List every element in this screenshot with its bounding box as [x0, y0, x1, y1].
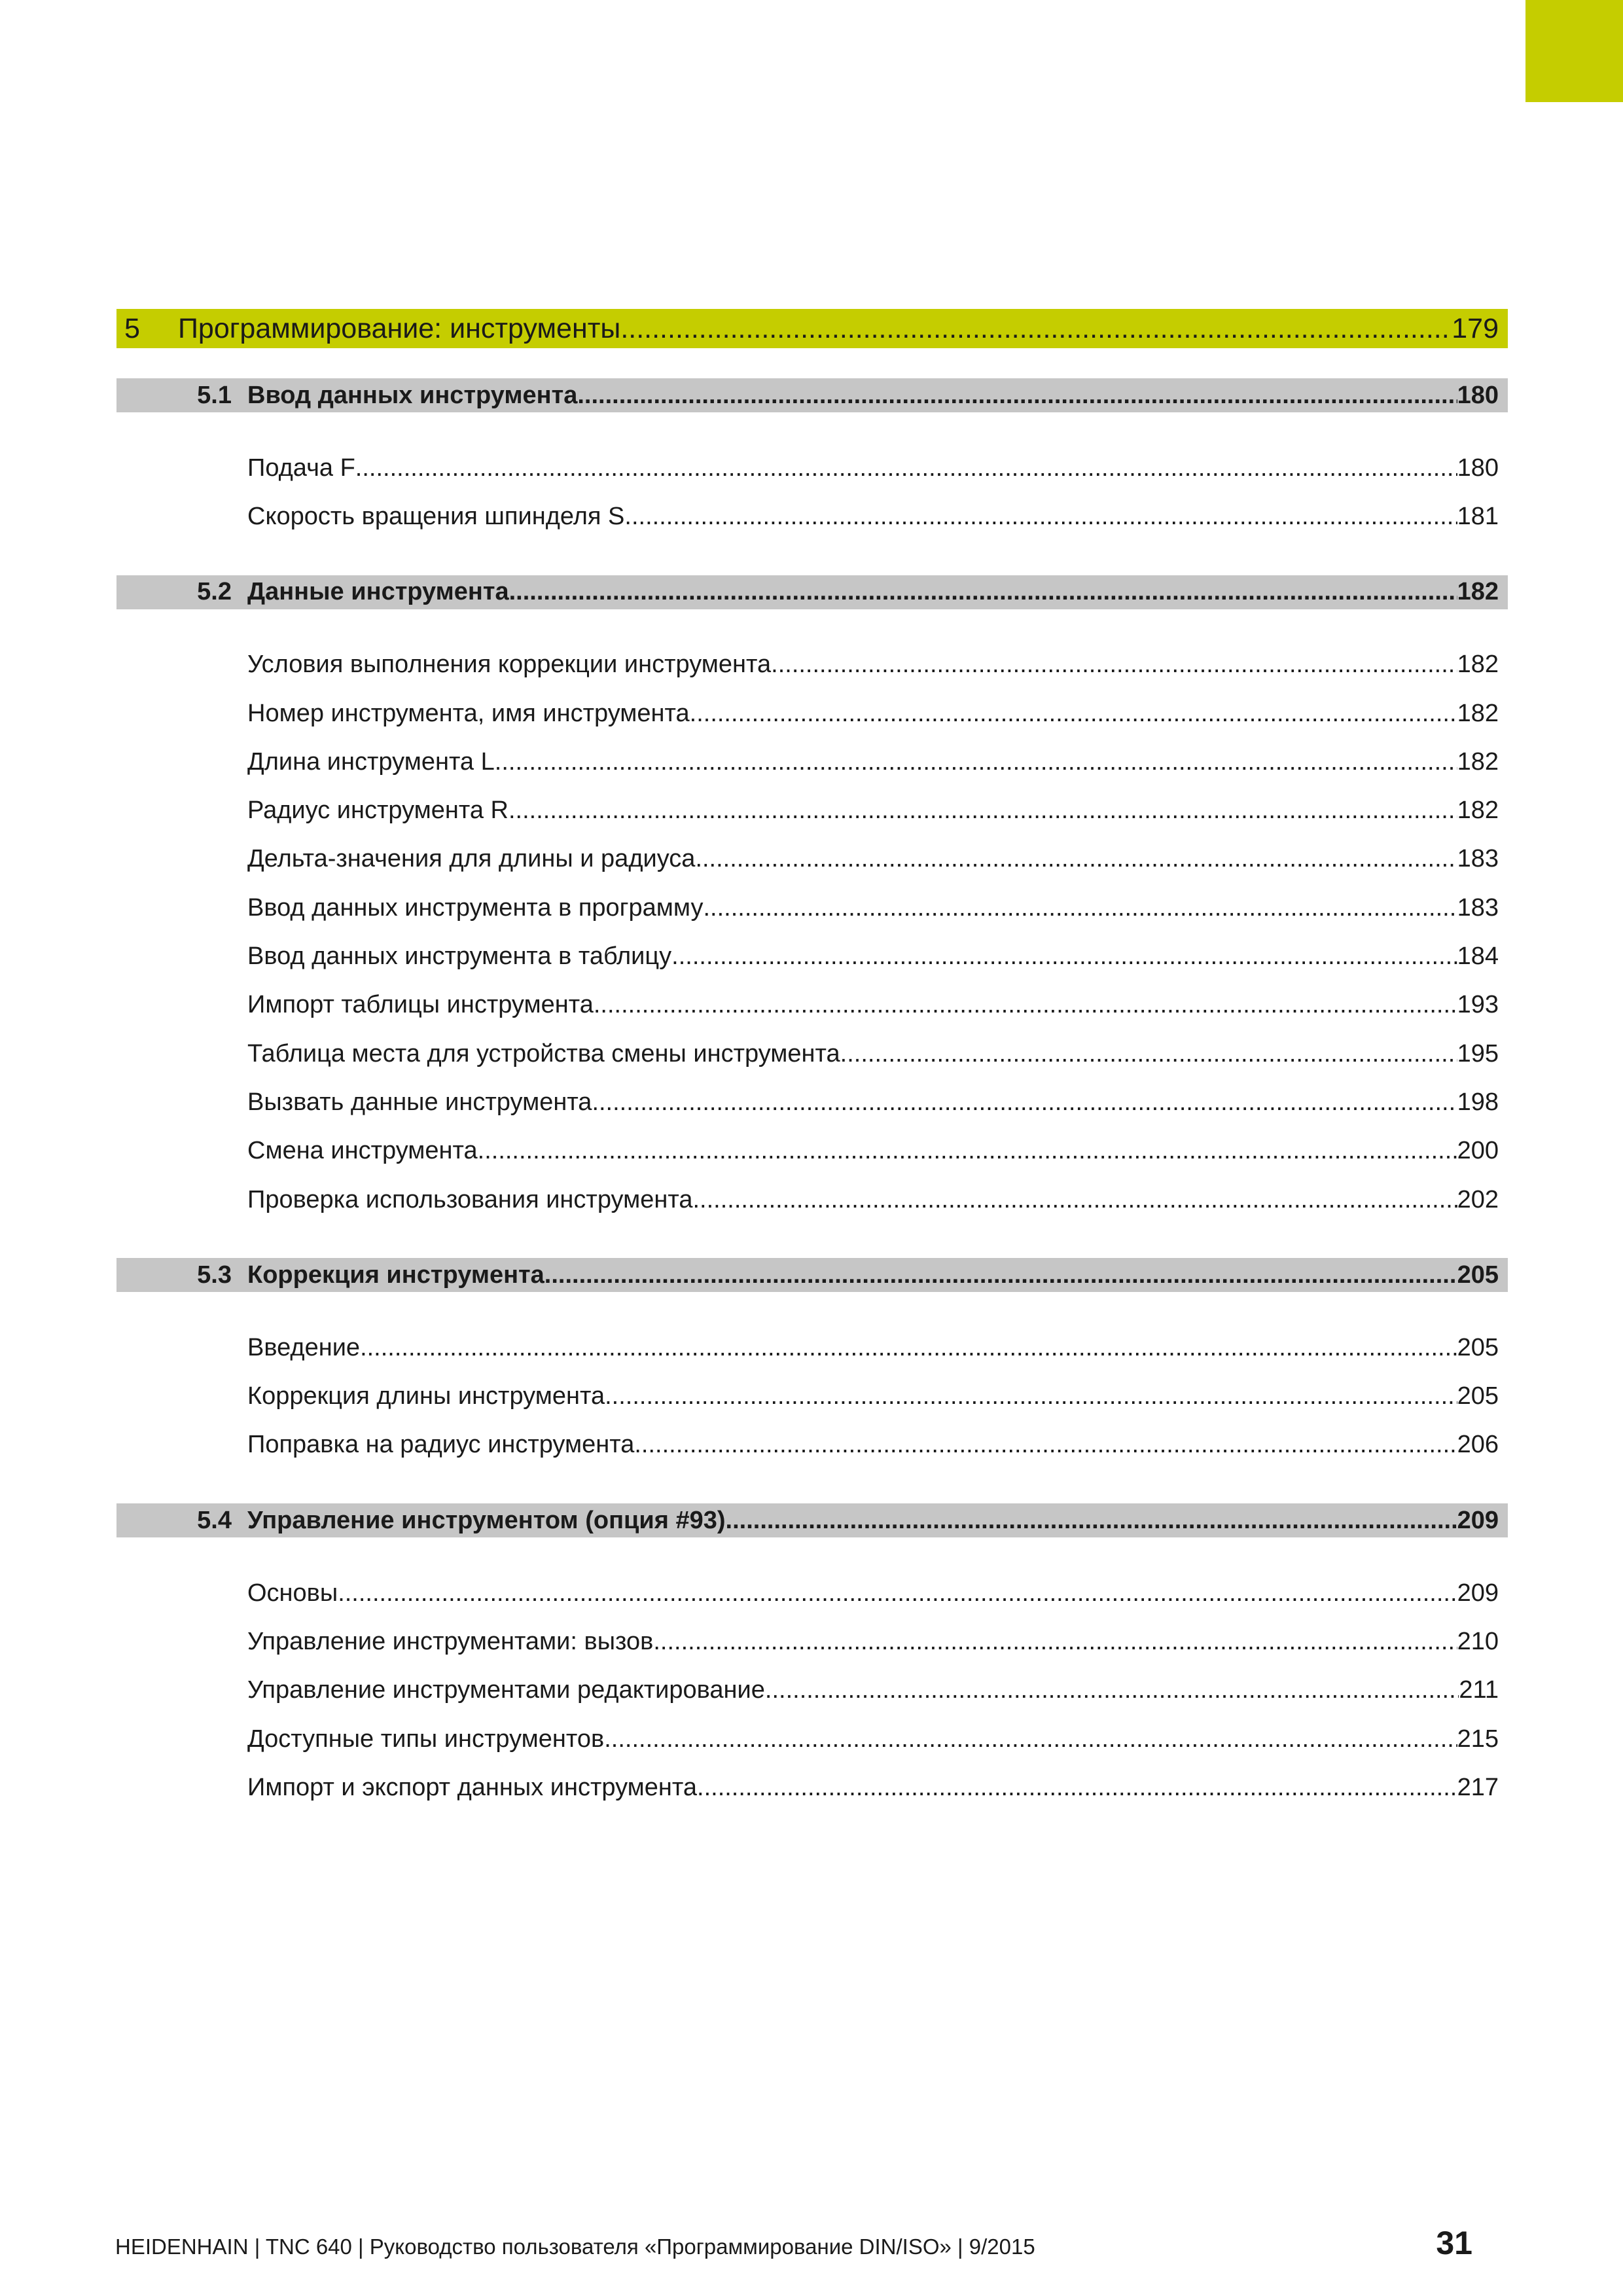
entry-leader	[247, 1431, 1508, 1459]
entry-leader	[247, 1579, 1508, 1607]
entry-title: Дельта-значения для длины и радиуса	[247, 845, 696, 873]
entry-page: 182	[1457, 699, 1499, 727]
dot-leader	[604, 1725, 1457, 1753]
entry-page: 210	[1457, 1627, 1499, 1655]
dot-leader	[771, 651, 1457, 679]
chapter-tab-marker	[1525, 0, 1623, 102]
dot-leader	[495, 748, 1457, 776]
dot-leader	[624, 503, 1457, 531]
toc-entry[interactable]	[116, 1078, 1508, 1126]
toc-entry[interactable]	[116, 1715, 1508, 1763]
section-number: 5.1	[197, 381, 232, 409]
section-page: 180	[1457, 381, 1499, 409]
section-title: Коррекция инструмента	[247, 1261, 544, 1289]
entry-leader	[247, 991, 1508, 1019]
toc-entry[interactable]	[116, 1666, 1508, 1715]
entry-list	[116, 609, 1508, 1225]
entry-leader	[247, 894, 1508, 922]
entry-page: 182	[1457, 651, 1499, 679]
entry-leader	[247, 1628, 1508, 1656]
section-heading[interactable]	[116, 378, 1508, 412]
entry-page: 206	[1457, 1431, 1499, 1459]
dot-leader	[653, 1628, 1457, 1656]
dot-leader	[508, 797, 1457, 825]
entry-title: Ввод данных инструмента в таблицу	[247, 942, 672, 971]
entry-title: Условия выполнения коррекции инструмента	[247, 651, 772, 679]
dot-leader	[360, 1334, 1457, 1362]
entry-title: Управление инструментами: вызов	[247, 1627, 654, 1655]
dot-leader	[592, 1088, 1457, 1117]
entry-title: Импорт и экспорт данных инструмента	[247, 1773, 698, 1801]
chapter-number: 5	[124, 312, 140, 344]
section-leader	[247, 1507, 1508, 1535]
toc-entry[interactable]	[116, 738, 1508, 786]
entry-page: 182	[1457, 797, 1499, 825]
entry-leader	[247, 1334, 1508, 1362]
toc-entry[interactable]	[116, 786, 1508, 834]
entry-list	[116, 1537, 1508, 1812]
section-page: 182	[1457, 578, 1499, 606]
toc-entry[interactable]	[116, 835, 1508, 884]
dot-leader	[577, 382, 1457, 410]
toc-entry[interactable]	[116, 1030, 1508, 1078]
section-number: 5.3	[197, 1261, 232, 1289]
toc-entry[interactable]	[116, 641, 1508, 689]
entry-page: 195	[1457, 1039, 1499, 1067]
section-number: 5.2	[197, 578, 232, 606]
section-title: Управление инструментом (опция #93)	[247, 1506, 726, 1534]
entry-leader	[247, 845, 1508, 873]
dot-leader	[605, 1382, 1457, 1410]
page-footer	[115, 2224, 1472, 2262]
entry-title: Номер инструмента, имя инструмента	[247, 699, 690, 727]
section-title: Ввод данных инструмента	[247, 381, 578, 409]
dot-leader	[355, 454, 1457, 482]
entry-leader	[247, 503, 1508, 531]
entry-leader	[247, 1774, 1508, 1802]
entry-list	[116, 412, 1508, 541]
entry-page: 205	[1457, 1382, 1499, 1410]
entry-leader	[247, 1088, 1508, 1117]
entry-page: 193	[1457, 991, 1499, 1019]
entry-leader	[247, 1382, 1508, 1410]
toc-entry[interactable]	[116, 1617, 1508, 1666]
entry-page: 200	[1457, 1137, 1499, 1165]
section-heading[interactable]	[116, 575, 1508, 609]
toc-entry[interactable]	[116, 1175, 1508, 1224]
toc-entry[interactable]	[116, 1421, 1508, 1469]
entry-title: Импорт таблицы инструмента	[247, 991, 594, 1019]
toc-entry[interactable]	[116, 932, 1508, 980]
entry-page: 211	[1459, 1676, 1499, 1704]
entry-title: Радиус инструмента R	[247, 797, 508, 825]
toc-entry[interactable]	[116, 444, 1508, 492]
chapter-title-leader	[178, 313, 1508, 345]
section-heading[interactable]	[116, 1258, 1508, 1292]
entry-page: 180	[1457, 454, 1499, 482]
entry-page: 183	[1457, 893, 1499, 922]
dot-leader	[697, 1774, 1457, 1802]
dot-leader	[671, 942, 1457, 971]
entry-leader	[247, 1186, 1508, 1214]
entry-title: Основы	[247, 1579, 338, 1607]
entry-page: 217	[1457, 1773, 1499, 1801]
entry-leader	[247, 700, 1508, 728]
dot-leader	[765, 1676, 1459, 1704]
entry-title: Управление инструментами редактирование	[247, 1676, 765, 1704]
entry-leader	[247, 942, 1508, 971]
dot-leader	[692, 1186, 1457, 1214]
table-of-contents	[116, 309, 1508, 1812]
entry-leader	[247, 454, 1508, 482]
entry-leader	[247, 1725, 1508, 1753]
entry-leader	[247, 1137, 1508, 1165]
entry-title: Введение	[247, 1333, 361, 1361]
entry-leader	[247, 651, 1508, 679]
dot-leader	[695, 845, 1457, 873]
entry-page: 215	[1457, 1725, 1499, 1753]
dot-leader	[594, 991, 1457, 1019]
section-title: Данные инструмента	[247, 578, 509, 606]
entry-title: Длина инструмента L	[247, 747, 495, 776]
entry-title: Скорость вращения шпинделя S	[247, 502, 625, 530]
entry-title: Поправка на радиус инструмента	[247, 1431, 635, 1459]
entry-leader	[247, 748, 1508, 776]
dot-leader	[509, 578, 1457, 606]
toc-entry[interactable]	[116, 1372, 1508, 1420]
entry-page: 182	[1457, 747, 1499, 776]
dot-leader	[690, 700, 1457, 728]
chapter-page: 179	[1452, 312, 1499, 344]
dot-leader	[840, 1040, 1457, 1068]
entry-title: Ввод данных инструмента в программу	[247, 893, 704, 922]
entry-page: 202	[1457, 1185, 1499, 1213]
dot-leader	[338, 1579, 1457, 1607]
entry-title: Таблица места для устройства смены инструмента	[247, 1039, 840, 1067]
section-page: 209	[1457, 1506, 1499, 1534]
dot-leader	[478, 1137, 1457, 1165]
entry-page: 209	[1457, 1579, 1499, 1607]
entry-title: Коррекция длины инструмента	[247, 1382, 605, 1410]
dot-leader	[634, 1431, 1457, 1459]
entry-page: 181	[1457, 502, 1499, 530]
entry-title: Подача F	[247, 454, 355, 482]
entry-page: 184	[1457, 942, 1499, 971]
entry-leader	[247, 1040, 1508, 1068]
chapter-heading[interactable]	[116, 309, 1508, 348]
entry-list	[116, 1292, 1508, 1469]
entry-page: 198	[1457, 1088, 1499, 1116]
entry-page: 183	[1457, 845, 1499, 873]
toc-entry[interactable]	[116, 884, 1508, 932]
entry-title: Доступные типы инструментов	[247, 1725, 605, 1753]
toc-entry[interactable]	[116, 1127, 1508, 1175]
entry-leader	[247, 797, 1508, 825]
toc-entry[interactable]	[116, 981, 1508, 1030]
dot-leader	[544, 1261, 1457, 1289]
section-leader	[247, 1261, 1508, 1289]
footer-text: HEIDENHAIN | TNC 640 | Руководство пользователя «Программирование DIN/ISO» | 9/2015	[115, 2234, 1035, 2259]
chapter-title: Программирование: инструменты	[178, 312, 621, 344]
section-page: 205	[1457, 1261, 1499, 1289]
dot-leader	[620, 313, 1452, 345]
toc-entry[interactable]	[116, 689, 1508, 738]
section-leader	[247, 578, 1508, 606]
toc-entry[interactable]	[116, 1569, 1508, 1617]
entry-leader	[247, 1676, 1508, 1704]
toc-entry[interactable]	[116, 1323, 1508, 1372]
section-leader	[247, 382, 1508, 410]
dot-leader	[726, 1507, 1457, 1535]
section-number: 5.4	[197, 1506, 232, 1534]
entry-page: 205	[1457, 1333, 1499, 1361]
section-heading[interactable]	[116, 1503, 1508, 1537]
toc-entry[interactable]	[116, 492, 1508, 541]
page-number: 31	[1436, 2225, 1472, 2261]
dot-leader	[704, 894, 1457, 922]
toc-entry[interactable]	[116, 1763, 1508, 1812]
entry-title: Смена инструмента	[247, 1137, 478, 1165]
entry-title: Проверка использования инструмента	[247, 1185, 693, 1213]
entry-title: Вызвать данные инструмента	[247, 1088, 592, 1116]
